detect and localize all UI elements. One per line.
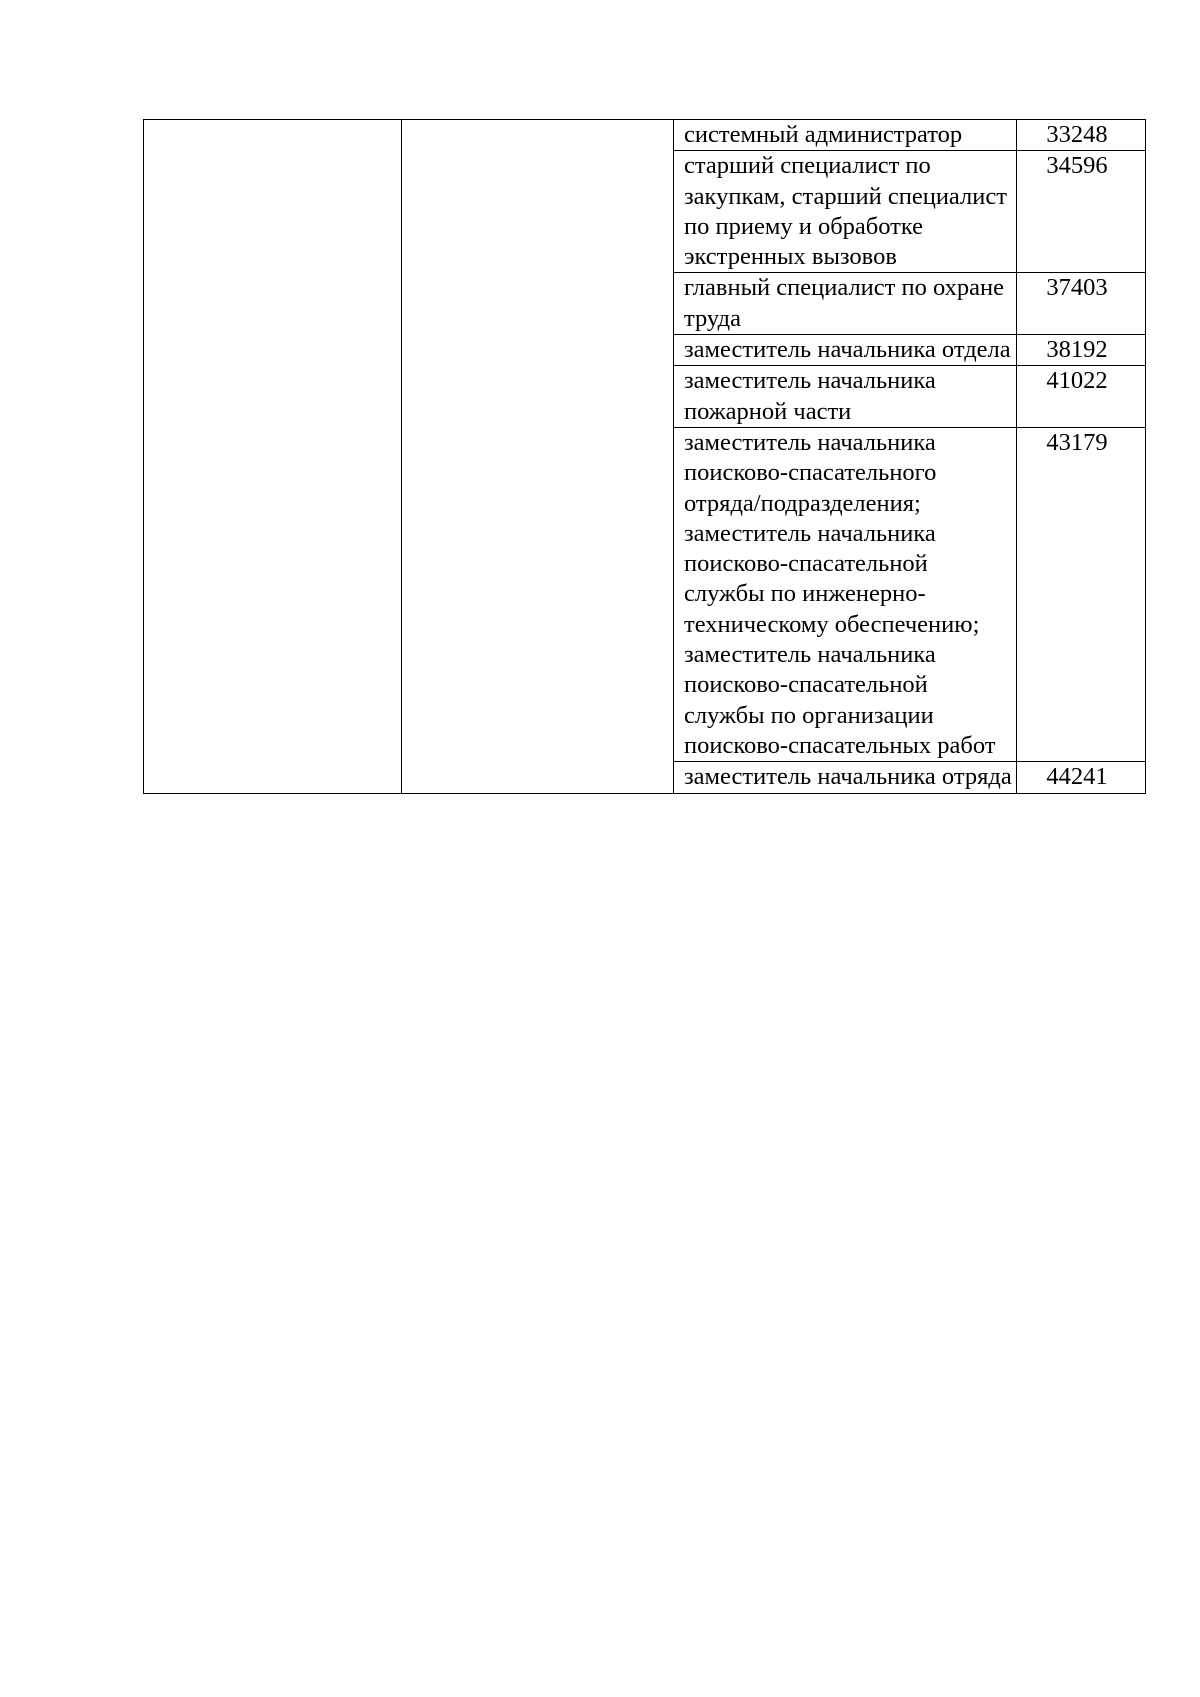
salary-cell: 41022 <box>1017 366 1146 428</box>
table-cell-empty-col1 <box>144 120 402 794</box>
position-cell: старший специалист по закупкам, старший специалист по приему и обработке экстренных вызовов <box>674 151 1017 273</box>
salary-table <box>143 119 1146 794</box>
salary-cell: 43179 <box>1017 427 1146 761</box>
table-cell-empty-col2 <box>402 120 674 794</box>
salary-cell: 33248 <box>1017 120 1146 151</box>
position-cell: системный администратор <box>674 120 1017 151</box>
table-row <box>144 120 1146 151</box>
position-cell: заместитель начальника поисково-спасательного отряда/подразделения; заместитель начальника поисково-спасательной службы по инженерно-техническому обеспечению; заместитель начальника поисково-спасательной службы по организации поисково-спасательных работ <box>674 427 1017 761</box>
salary-cell: 44241 <box>1017 762 1146 793</box>
position-cell: заместитель начальника отдела <box>674 335 1017 366</box>
position-cell: главный специалист по охране труда <box>674 273 1017 335</box>
salary-cell: 37403 <box>1017 273 1146 335</box>
position-cell: заместитель начальника отряда <box>674 762 1017 793</box>
salary-cell: 34596 <box>1017 151 1146 273</box>
salary-cell: 38192 <box>1017 335 1146 366</box>
position-cell: заместитель начальника пожарной части <box>674 366 1017 428</box>
